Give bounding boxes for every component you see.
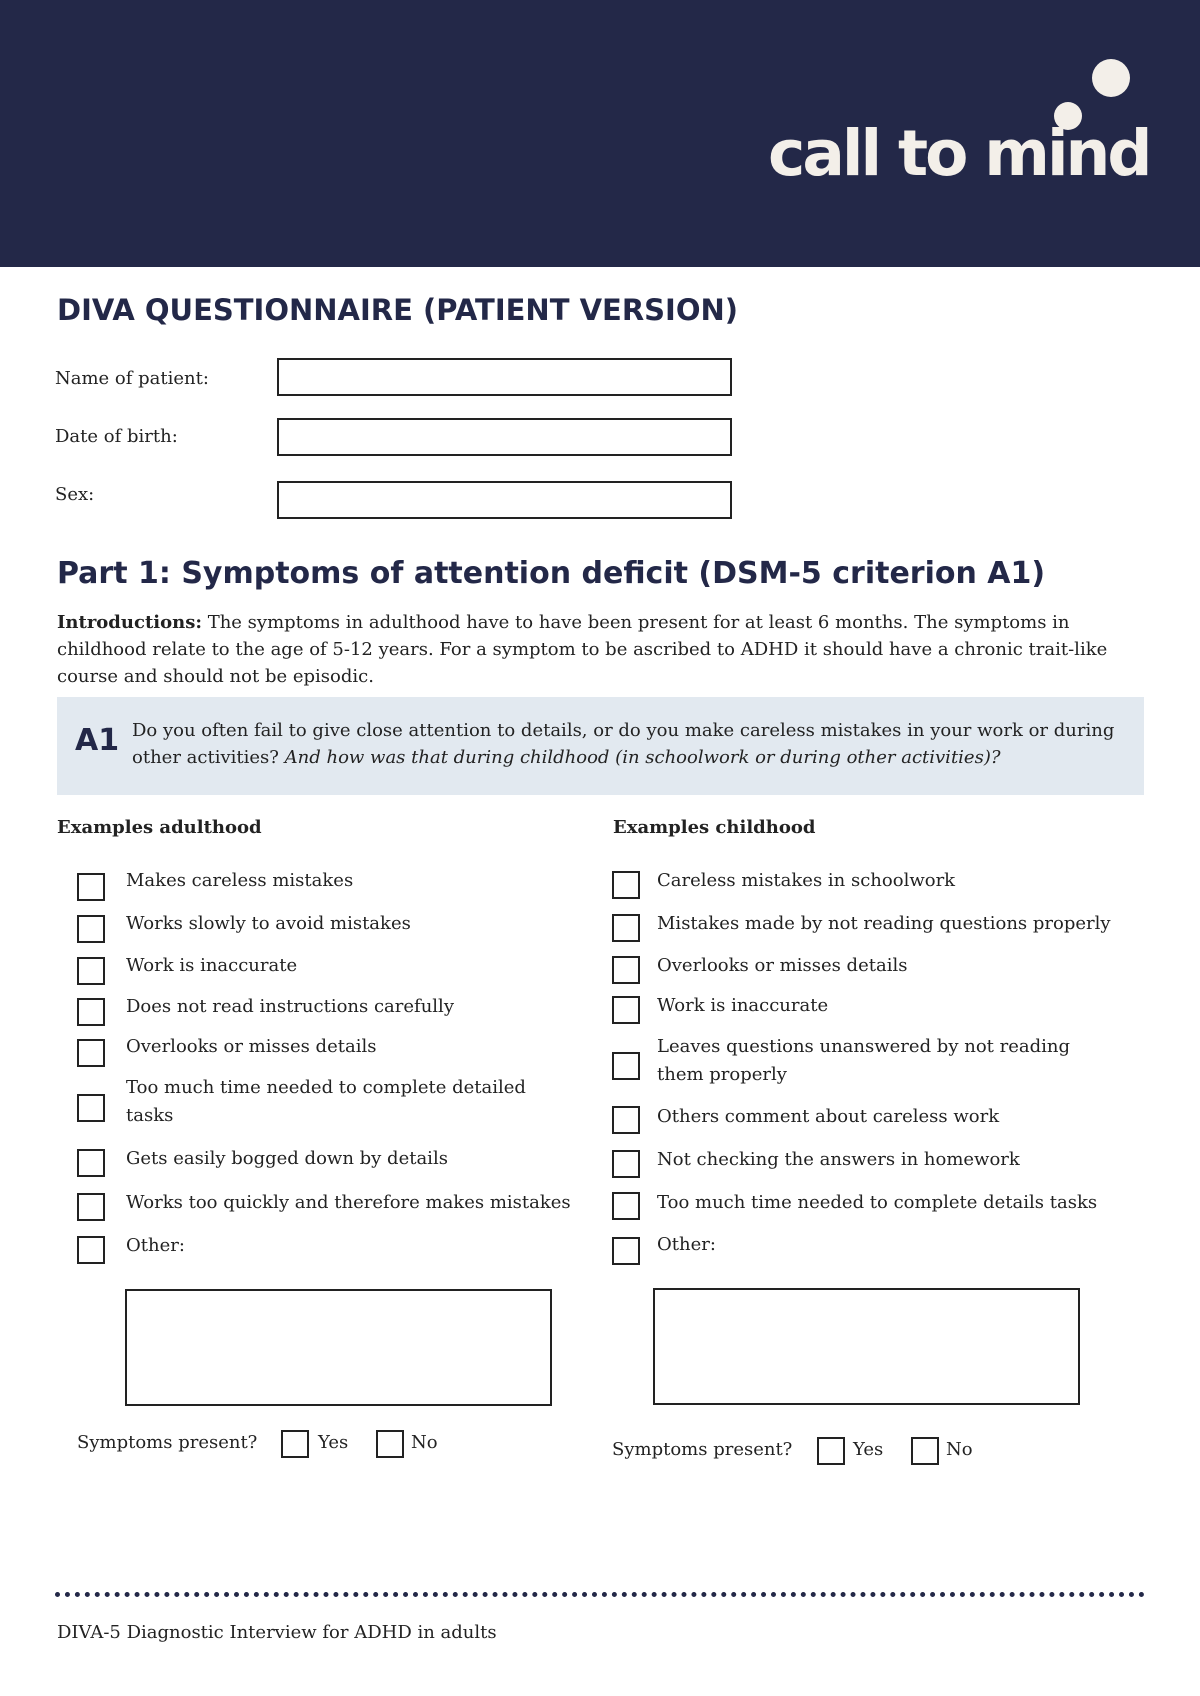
child-other-checkbox[interactable] xyxy=(612,1237,640,1265)
child-item-checkbox[interactable] xyxy=(612,1106,640,1134)
page-title: DIVA QUESTIONNAIRE (PATIENT VERSION) xyxy=(57,293,739,327)
adult-item-checkbox[interactable] xyxy=(77,1149,105,1177)
child-symptoms-present-label: Symptoms present? xyxy=(612,1439,793,1460)
child-item-checkbox[interactable] xyxy=(612,956,640,984)
logo-dot-large xyxy=(1092,59,1130,97)
adult-item-label: Does not read instructions carefully xyxy=(126,996,454,1017)
intro-body: The symptoms in adulthood have to have been present for at least 6 months. The symptoms in childhood relate to the age of 5-12 years. For a symptom to be ascribed to ADHD it should have a chronic trait-like course and should not be episodic. xyxy=(57,612,1108,687)
child-item-checkbox[interactable] xyxy=(612,996,640,1024)
child-item-checkbox[interactable] xyxy=(612,871,640,899)
adult-item-label: Works too quickly and therefore makes mistakes xyxy=(126,1192,571,1213)
patient-name-field[interactable] xyxy=(277,358,732,396)
adult-item-label: Works slowly to avoid mistakes xyxy=(126,913,411,934)
adult-other-label: Other: xyxy=(126,1235,185,1256)
child-item-label: Not checking the answers in homework xyxy=(657,1149,1020,1170)
part-heading: Part 1: Symptoms of attention deficit (DSM-5 criterion A1) xyxy=(57,556,1046,591)
question-box xyxy=(57,697,1144,795)
adult-item-label: Gets easily bogged down by details xyxy=(126,1148,448,1169)
intro-label: Introductions: xyxy=(57,612,202,633)
adult-item-checkbox[interactable] xyxy=(77,1094,105,1122)
adult-item-label: Work is inaccurate xyxy=(126,955,298,976)
footer-divider xyxy=(55,1592,1145,1597)
adult-other-checkbox[interactable] xyxy=(77,1236,105,1264)
adult-item-checkbox[interactable] xyxy=(77,957,105,985)
child-item-checkbox[interactable] xyxy=(612,914,640,942)
adult-item-checkbox[interactable] xyxy=(77,998,105,1026)
child-item-label: Overlooks or misses details xyxy=(657,955,908,976)
child-other-textarea[interactable] xyxy=(653,1288,1080,1405)
patient-name-label: Name of patient: xyxy=(55,368,209,389)
child-symptoms-yes-label: Yes xyxy=(853,1439,884,1460)
footer-text: DIVA-5 Diagnostic Interview for ADHD in adults xyxy=(57,1622,497,1643)
header-banner xyxy=(0,0,1200,267)
adult-item-checkbox[interactable] xyxy=(77,873,105,901)
sex-field[interactable] xyxy=(277,481,732,519)
adult-symptoms-no-label: No xyxy=(411,1432,438,1453)
adult-item-label: Too much time needed to complete detailed tasks xyxy=(126,1077,526,1126)
adult-other-textarea[interactable] xyxy=(125,1289,552,1406)
adult-item-checkbox[interactable] xyxy=(77,1193,105,1221)
adult-item-label: Overlooks or misses details xyxy=(126,1036,377,1057)
introduction-text xyxy=(57,609,1147,690)
child-item-label: Mistakes made by not reading questions properly xyxy=(657,913,1111,934)
adult-symptoms-yes-label: Yes xyxy=(318,1432,349,1453)
child-symptoms-yes-checkbox[interactable] xyxy=(817,1437,845,1465)
child-symptoms-no-label: No xyxy=(946,1439,973,1460)
child-item-checkbox[interactable] xyxy=(612,1150,640,1178)
adult-item-checkbox[interactable] xyxy=(77,915,105,943)
child-item-checkbox[interactable] xyxy=(612,1192,640,1220)
child-other-label: Other: xyxy=(657,1234,716,1255)
childhood-heading: Examples childhood xyxy=(613,817,816,838)
question-code: A1 xyxy=(75,723,120,758)
child-item-label: Others comment about careless work xyxy=(657,1106,1000,1127)
child-item-label: Too much time needed to complete details tasks xyxy=(657,1192,1098,1213)
child-item-checkbox[interactable] xyxy=(612,1052,640,1080)
adult-symptoms-no-checkbox[interactable] xyxy=(376,1430,404,1458)
child-item-label: Work is inaccurate xyxy=(657,995,829,1016)
question-main: Do you often fail to give close attention to details, or do you make careless mistakes in your work or during other activities? xyxy=(132,720,1115,768)
question-childhood: And how was that during childhood (in schoolwork or during other activities)? xyxy=(284,747,1001,768)
date-of-birth-field[interactable] xyxy=(277,418,732,456)
child-item-label: Careless mistakes in schoolwork xyxy=(657,870,956,891)
adult-symptoms-present-label: Symptoms present? xyxy=(77,1432,258,1453)
adult-item-checkbox[interactable] xyxy=(77,1039,105,1067)
adulthood-heading: Examples adulthood xyxy=(57,817,262,838)
adult-item-label: Makes careless mistakes xyxy=(126,870,354,891)
date-of-birth-label: Date of birth: xyxy=(55,426,178,447)
adult-symptoms-yes-checkbox[interactable] xyxy=(281,1430,309,1458)
question-text xyxy=(132,717,1132,771)
sex-label: Sex: xyxy=(55,484,95,505)
brand-logo: call to mind xyxy=(768,117,1150,190)
child-item-label: Leaves questions unanswered by not reading them properly xyxy=(657,1036,1070,1085)
child-symptoms-no-checkbox[interactable] xyxy=(911,1437,939,1465)
